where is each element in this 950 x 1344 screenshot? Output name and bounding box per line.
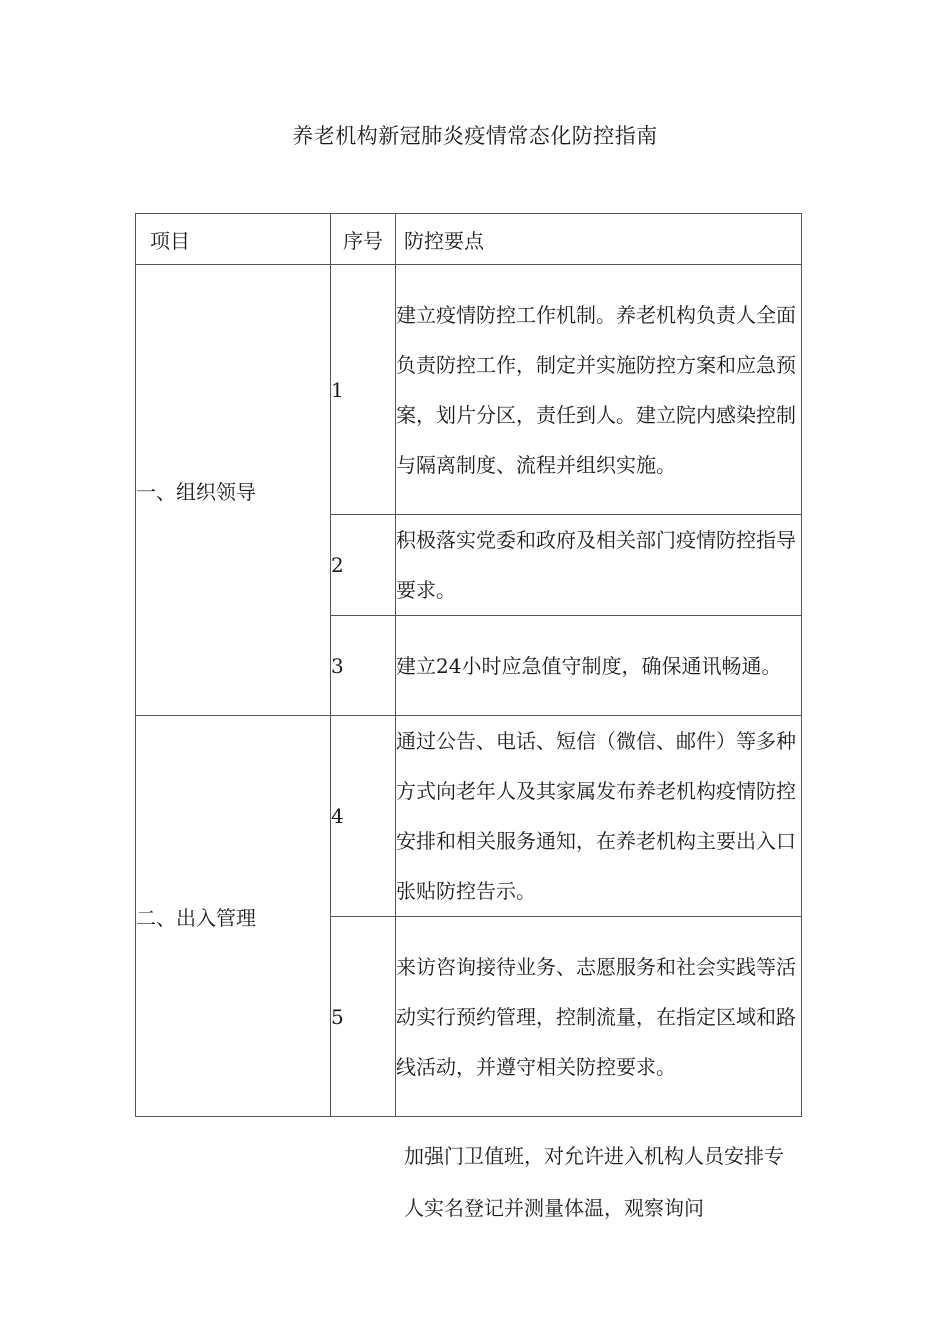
row-number: 2	[331, 515, 396, 616]
table-row	[136, 716, 802, 917]
category-organization: 一、组织领导	[136, 265, 331, 716]
prevention-guide-table	[135, 213, 802, 1117]
continuation-text: 加强门卫值班，对允许进入机构人员安排专人实名登记并测量体温，观察询问	[404, 1144, 784, 1220]
row-number: 1	[331, 265, 396, 515]
header-category: 项目	[136, 214, 331, 265]
prevention-point: 积极落实党委和政府及相关部门疫情防控指导要求。	[396, 515, 802, 616]
header-points: 防控要点	[396, 214, 802, 265]
prevention-point: 来访咨询接待业务、志愿服务和社会实践等活动实行预约管理，控制流量，在指定区域和路线活动，并遵守相关防控要求。	[396, 917, 802, 1117]
table-header-row	[136, 214, 802, 265]
row-number: 4	[331, 716, 396, 917]
row-number: 3	[331, 616, 396, 716]
header-number: 序号	[331, 214, 396, 265]
row-number: 5	[331, 917, 396, 1117]
prevention-point: 通过公告、电话、短信（微信、邮件）等多种方式向老年人及其家属发布养老机构疫情防控安排和相关服务通知，在养老机构主要出入口张贴防控告示。	[396, 716, 802, 917]
prevention-point: 建立24小时应急值守制度，确保通讯畅通。	[396, 616, 802, 716]
table-row	[136, 265, 802, 515]
prevention-point: 建立疫情防控工作机制。养老机构负责人全面负责防控工作，制定并实施防控方案和应急预案，划片分区，责任到人。建立院内感染控制与隔离制度、流程并组织实施。	[396, 265, 802, 515]
document-title: 养老机构新冠肺炎疫情常态化防控指南	[292, 124, 658, 148]
category-access-management: 二、出入管理	[136, 716, 331, 1117]
